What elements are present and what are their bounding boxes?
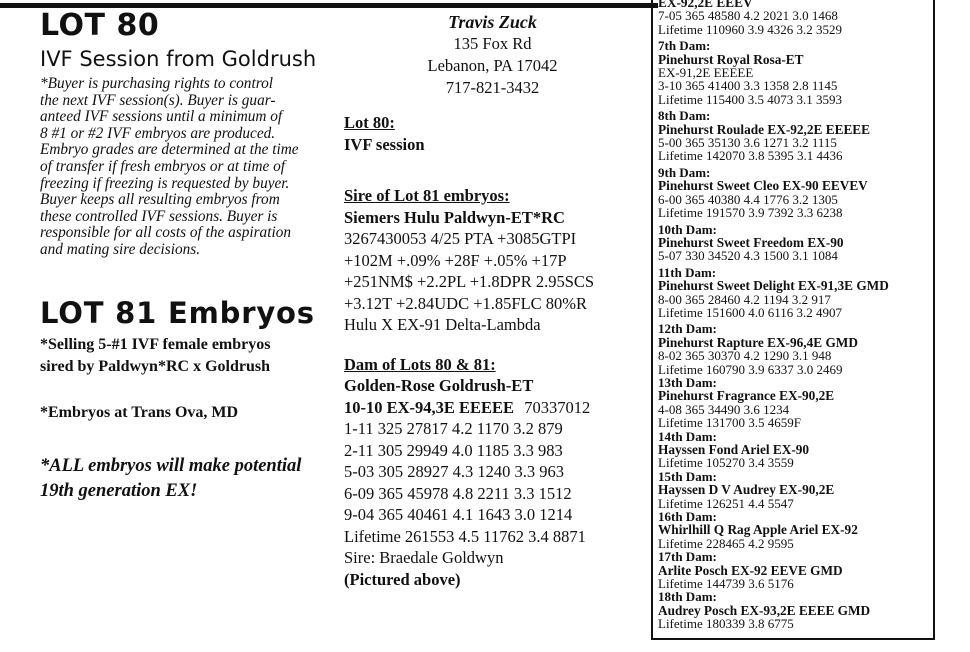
lot81-potential-line1: *ALL embryos will make potential — [40, 455, 302, 476]
description-line: Buyer keeps all resulting embryos from — [40, 191, 280, 209]
dam-entry-heading: 18th Dam: — [658, 589, 717, 605]
lot80-description — [40, 76, 340, 259]
dam-registration: 70337012 — [524, 397, 591, 417]
dam-entry-line: EX-91,2E EEEEE — [658, 65, 754, 81]
dam-classification: 10-10 EX-94,3E EEEEE — [344, 397, 515, 417]
description-line: responsible for all costs of the aspiration — [40, 224, 291, 242]
dam-entry-name: Whirlhill Q Rag Apple Ariel EX-92 — [658, 522, 858, 538]
consignor-address2: Lebanon, PA 17042 — [427, 56, 558, 75]
description-line: 8 #1 or #2 IVF embryos are produced. — [40, 124, 276, 142]
lot81-selling-line1: *Selling 5-#1 IVF female embryos — [40, 335, 271, 353]
dam-entry-line: Lifetime 228465 4.2 9595 — [658, 535, 794, 551]
dam-entry-name: Pinehurst Sweet Cleo EX-90 EEVEV — [658, 178, 868, 194]
dam-heading: Dam of Lots 80 & 81: — [344, 354, 496, 374]
sire-line: +251NM$ +2.2PL +1.8DPR 2.95SCS — [344, 272, 595, 291]
dam-entry-heading: 16th Dam: — [658, 509, 717, 525]
dam-entry-name: Pinehurst Roulade EX-92,2E EEEEE — [658, 121, 871, 137]
dam-record: Sire: Braedale Goldwyn — [344, 548, 504, 567]
dam-entry-line: Lifetime 151600 4.0 6116 3.2 4907 — [658, 304, 843, 320]
dam-entry-name: Hayssen D V Audrey EX-90,2E — [658, 482, 835, 498]
dam-entry-line: 3-10 365 41400 3.3 1358 2.8 1145 — [658, 78, 838, 94]
dam-entry-heading: 11th Dam: — [658, 264, 717, 280]
dam-entry-name: Hayssen Fond Ariel EX-90 — [658, 442, 810, 457]
dam-entry-line: Lifetime 144739 3.6 5176 — [658, 576, 794, 592]
pictured-note: (Pictured above) — [344, 569, 461, 589]
description-line: and mating sire decisions. — [40, 240, 201, 258]
dam-entry-line: Lifetime 160790 3.9 6337 3.0 2469 — [658, 361, 843, 377]
dam-entry-heading: 17th Dam: — [658, 549, 717, 565]
dam-record: 6-09 365 45978 4.8 2211 3.3 1512 — [344, 483, 572, 503]
description-line: Embryo grades are determined at the time — [40, 141, 299, 159]
lot80-heading: Lot 80: — [344, 113, 395, 132]
sire-name: Siemers Hulu Paldwyn-ET*RC — [344, 207, 565, 227]
dam-entry — [658, 166, 933, 220]
pedigree-top — [658, 0, 933, 36]
pedigree-top-line: 7-05 365 48580 4.2 2021 3.0 1468 — [658, 8, 838, 24]
dam-entry-heading: 14th Dam: — [658, 428, 717, 444]
dam-record: 5-03 305 28927 4.3 1240 3.3 963 — [344, 462, 564, 481]
lot81-selling-line2: sired by Paldwyn*RC x Goldrush — [40, 357, 270, 375]
dam-entry — [658, 266, 933, 320]
dam-entry — [658, 109, 933, 163]
dam-entry-line: Lifetime 115400 3.5 4073 3.1 3593 — [658, 91, 843, 107]
dam-entry-line: Lifetime 142070 3.8 5395 3.1 4436 — [658, 148, 843, 164]
dam-entry-heading: 8th Dam: — [658, 108, 711, 124]
pedigree-box — [651, 0, 935, 640]
sire-heading: Sire of Lot 81 embryos: — [344, 186, 510, 205]
sire-line: Hulu X EX-91 Delta-Lambda — [344, 315, 541, 334]
description-line: the next IVF session(s). Buyer is guar- — [40, 91, 276, 109]
middle-column — [344, 112, 644, 590]
dam-entry-name: Pinehurst Sweet Freedom EX-90 — [658, 234, 844, 250]
description-line: freezing if freezing is requested by buyer. — [40, 174, 290, 192]
lot80-subtitle: IVF Session from Goldrush — [40, 47, 317, 71]
dam-entry — [658, 550, 933, 590]
dam-entry-line: 8-02 365 30370 4.2 1290 3.1 948 — [658, 348, 832, 364]
dam-entry-name: Pinehurst Royal Rosa-ET — [658, 51, 804, 67]
dam-entry-line: 5-00 365 35130 3.6 1271 3.2 1115 — [658, 135, 837, 151]
consignor-phone: 717-821-3432 — [445, 78, 540, 97]
dam-entry — [658, 510, 933, 550]
consignor-block — [400, 11, 585, 99]
dam-entry-heading: 15th Dam: — [658, 468, 717, 484]
dam-entry-heading: 13th Dam: — [658, 374, 717, 390]
dam-entry — [658, 223, 933, 263]
dam-entry-heading: 10th Dam: — [658, 221, 717, 237]
dam-entry — [658, 322, 933, 376]
description-line: these controlled IVF sessions. Buyer is — [40, 207, 278, 225]
description-line: of transfer if fresh embryos or at time of — [40, 157, 286, 175]
consignor-name: Travis Zuck — [448, 12, 537, 32]
dam-entry — [658, 590, 933, 630]
lot81-title: LOT 81 Embryos — [40, 295, 315, 330]
dam-record: 1-11 325 27817 4.2 1170 3.2 879 — [344, 419, 563, 438]
dam-entry-name: Audrey Posch EX-93,2E EEEE GMD — [658, 602, 871, 618]
dam-entry-name: Pinehurst Sweet Delight EX-91,3E GMD — [658, 278, 889, 294]
lot81-potential-line2: 19th generation EX! — [40, 480, 198, 501]
description-line: *Buyer is purchasing rights to control — [40, 75, 273, 92]
sire-line: +102M +.09% +28F +.05% +17P — [344, 250, 567, 270]
dam-entry-heading: 12th Dam: — [658, 321, 717, 337]
lot80-title: LOT 80 — [40, 8, 160, 43]
dam-entry-line: Lifetime 105270 3.4 3559 — [658, 455, 794, 471]
left-column — [40, 10, 340, 504]
lot80-text: IVF session — [344, 134, 425, 154]
pedigree-top-line: EX-92,2E EEEV — [658, 0, 753, 10]
dam-entry-name: Pinehurst Fragrance EX-90,2E — [658, 388, 835, 404]
sire-line: 3267430053 4/25 PTA +3085GTPI — [344, 229, 577, 248]
dam-entry-name: Pinehurst Rapture EX-96,4E GMD — [658, 334, 858, 350]
dam-entry-line: 5-07 330 34520 4.3 1500 3.1 1084 — [658, 248, 838, 264]
dam-record: 9-04 365 40461 4.1 1643 3.0 1214 — [344, 505, 573, 524]
dam-entry-heading: 7th Dam: — [658, 38, 711, 54]
dam-entry-line: Lifetime 131700 3.5 4659F — [658, 415, 801, 431]
dam-entry-name: Arlite Posch EX-92 EEVE GMD — [658, 562, 843, 578]
pedigree-top-line: Lifetime 110960 3.9 4326 3.2 3529 — [658, 21, 843, 37]
dam-entry-line: Lifetime 126251 4.4 5547 — [658, 495, 794, 511]
dam-entry — [658, 39, 933, 106]
dam-entry-line: Lifetime 180339 3.8 6775 — [658, 616, 794, 632]
dam-record: Lifetime 261553 4.5 11762 3.4 8871 — [344, 526, 586, 546]
dam-entry-line: 4-08 365 34490 3.6 1234 — [658, 401, 790, 417]
dam-entry-line: 6-00 365 40380 4.4 1776 3.2 1305 — [658, 191, 838, 207]
dam-record: 2-11 305 29949 4.0 1185 3.3 983 — [344, 440, 563, 460]
description-line: anteed IVF sessions until a minimum of — [40, 108, 283, 126]
dam-entry-line: Lifetime 191570 3.9 7392 3.3 6238 — [658, 205, 843, 221]
dam-entry — [658, 376, 933, 430]
dam-entry — [658, 430, 933, 470]
lot81-location: *Embryos at Trans Ova, MD — [40, 403, 239, 421]
dam-list — [658, 39, 933, 630]
dam-name: Golden-Rose Goldrush-ET — [344, 376, 534, 395]
dam-entry-line: 8-00 365 28460 4.2 1194 3.2 917 — [658, 291, 831, 307]
dam-entry — [658, 470, 933, 510]
consignor-address1: 135 Fox Rd — [453, 34, 532, 53]
dam-entry-heading: 9th Dam: — [658, 164, 711, 180]
sire-line: +3.12T +2.84UDC +1.85FLC 80%R — [344, 293, 588, 313]
